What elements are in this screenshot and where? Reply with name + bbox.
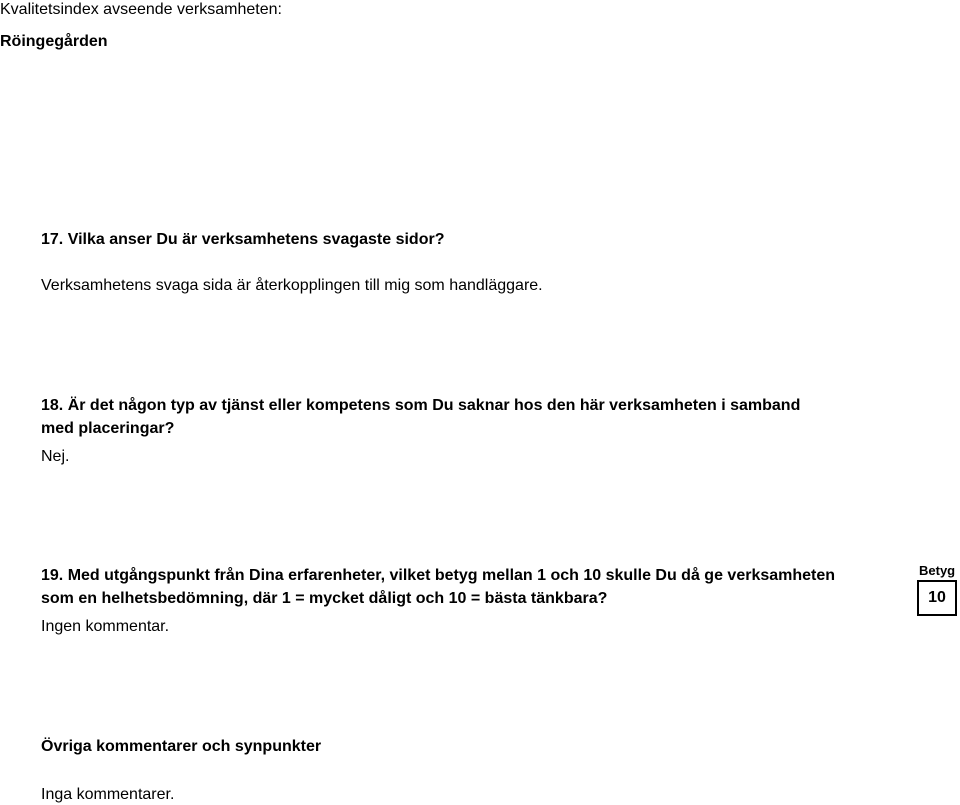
question-text: med placeringar? [41,420,175,437]
answer-text: Nej. [41,448,70,465]
grade-box [917,580,957,616]
answer-text: Ingen kommentar. [41,618,170,635]
question-text: 17. Vilka anser Du är verksamhetens svagaste sidor? [41,231,445,248]
answer-text: Inga kommentarer. [41,786,175,803]
question-text: 19. Med utgångspunkt från Dina erfarenheter, vilket betyg mellan 1 och 10 skulle Du då ge verksamheten [41,567,836,584]
header-title: Kvalitetsindex avseende verksamheten: [0,1,282,18]
section-heading: Övriga kommentarer och synpunkter [41,738,322,755]
question-text: som en helhetsbedömning, där 1 = mycket dåligt och 10 = bästa tänkbara? [41,590,608,607]
question-text: 18. Är det någon typ av tjänst eller kompetens som Du saknar hos den här verksamheten i samband [41,397,801,414]
organization-name: Röingegården [0,33,108,50]
grade-label: Betyg [919,563,956,578]
answer-text: Verksamhetens svaga sida är återkopplingen till mig som handläggare. [41,277,543,294]
grade-value: 10 [928,589,946,606]
